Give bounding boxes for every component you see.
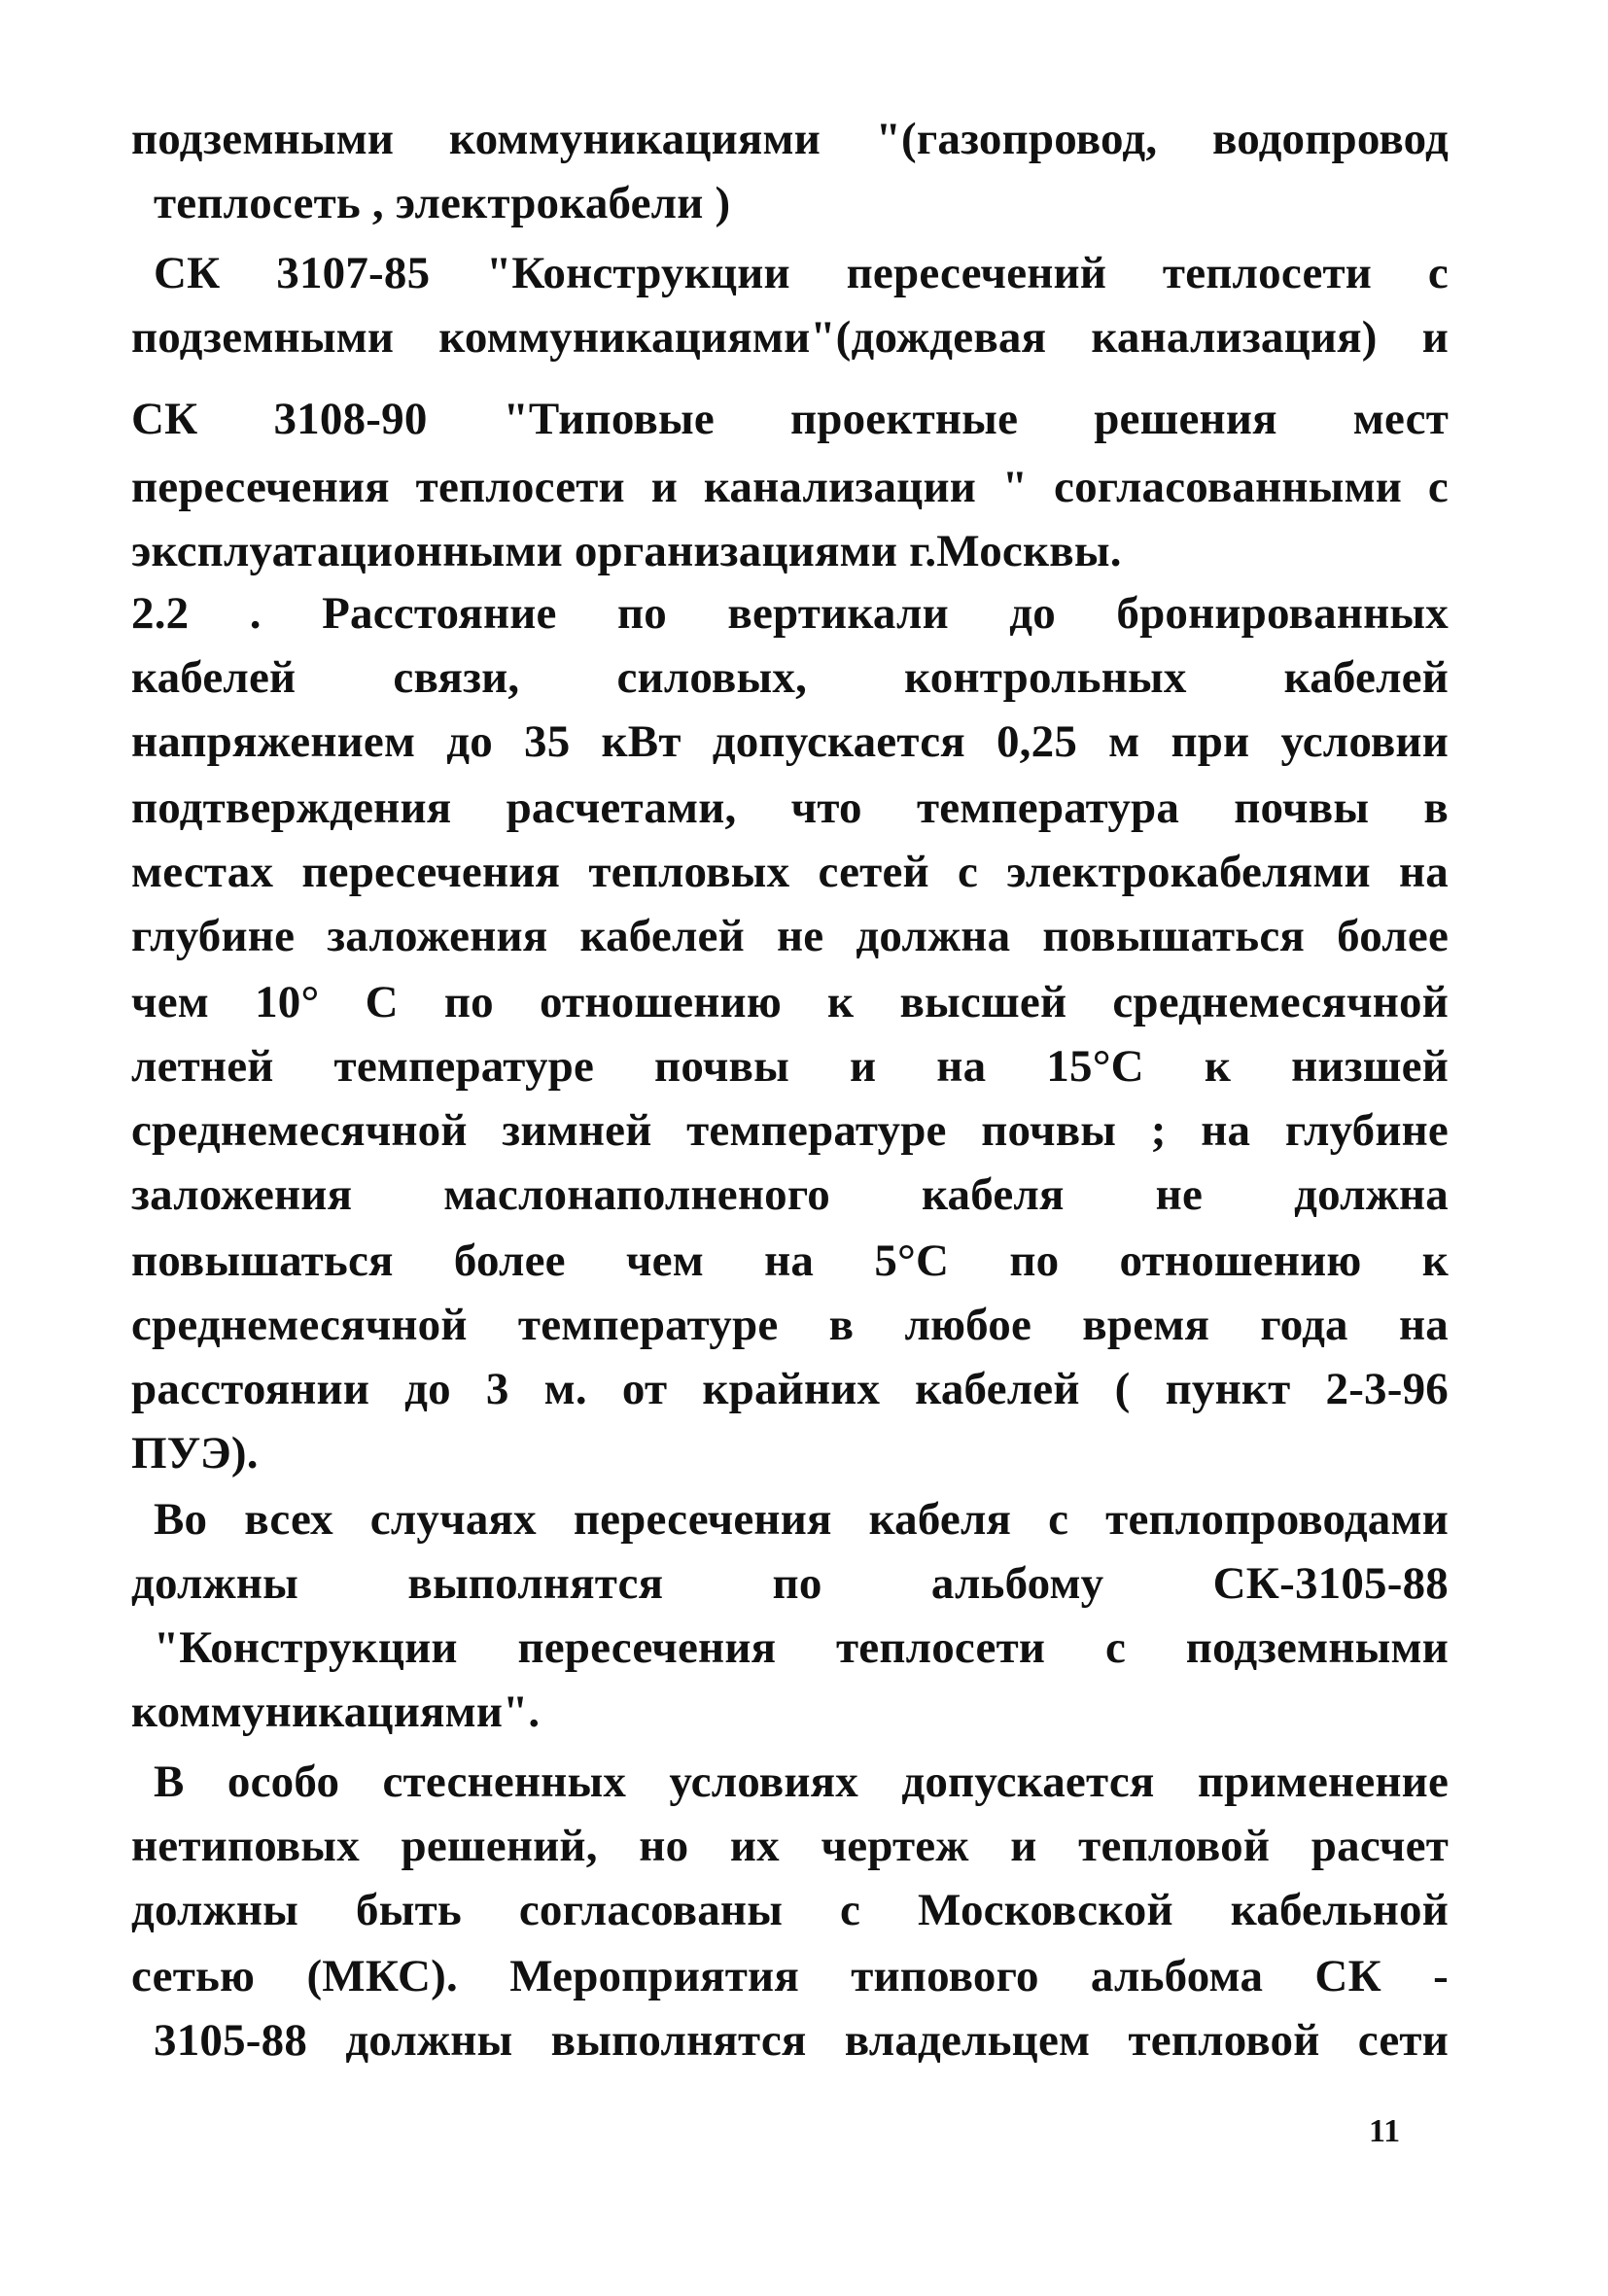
text-line: СК 3107-85 "Конструкции пересечений теплосети с — [154, 248, 1449, 298]
text-line: среднемесячной зимней температуре почвы ; на глубине — [131, 1105, 1449, 1156]
text-line: среднемесячной температуре в любое время года на — [131, 1300, 1449, 1350]
text-line: глубине заложения кабелей не должна повышаться более — [131, 911, 1449, 961]
text-line: повышаться более чем на 5°С по отношению к — [131, 1235, 1449, 1286]
text-line: 3105-88 должны выполнятся владельцем тепловой сети — [154, 2015, 1449, 2066]
text-line: подтверждения расчетами, что температура почвы в — [131, 783, 1449, 833]
text-line: "Конструкции пересечения теплосети с подземными — [154, 1622, 1449, 1673]
text-line: заложения маслонаполненого кабеля не должна — [131, 1169, 1449, 1220]
text-line: должны выполнятся по альбому СК-3105-88 — [131, 1558, 1449, 1609]
text-line: коммуникациями". — [131, 1687, 541, 1737]
text-line: В особо стесненных условиях допускается применение — [154, 1757, 1449, 1807]
text-line: местах пересечения тепловых сетей с электрокабелями на — [131, 847, 1449, 897]
text-line: чем 10° С по отношению к высшей среднемесячной — [131, 977, 1449, 1027]
text-line: 2.2 . Расстояние по вертикали до бронированных — [131, 588, 1449, 639]
text-line: напряжением до 35 кВт допускается 0,25 м при условии — [131, 716, 1449, 767]
text-line: летней температуре почвы и на 15°С к низшей — [131, 1041, 1449, 1092]
text-line: сетью (МКС). Мероприятия типового альбома СК - — [131, 1951, 1449, 2001]
text-line: эксплуатационными организациями г.Москвы. — [131, 526, 1122, 576]
text-line: СК 3108-90 "Типовые проектные решения мест — [131, 394, 1449, 444]
text-line: расстоянии до 3 м. от крайних кабелей ( пункт 2-3-96 — [131, 1364, 1449, 1414]
text-line: нетиповых решений, но их чертеж и тепловой расчет — [131, 1821, 1449, 1871]
text-line: подземными коммуникациями"(дождевая канализация) и — [131, 312, 1449, 363]
text-line: кабелей связи, силовых, контрольных кабелей — [131, 652, 1449, 703]
text-line: должны быть согласованы с Московской кабельной — [131, 1885, 1449, 1935]
text-line: подземными коммуникациями "(газопровод, водопровод — [131, 114, 1449, 164]
text-line: теплосеть , электрокабели ) — [154, 178, 731, 228]
text-line: Во всех случаях пересечения кабеля с теплопроводами — [154, 1494, 1449, 1545]
page-number: 11 — [1369, 2113, 1401, 2149]
text-line: ПУЭ). — [131, 1428, 259, 1478]
text-line: пересечения теплосети и канализации " согласованными с — [131, 462, 1449, 512]
